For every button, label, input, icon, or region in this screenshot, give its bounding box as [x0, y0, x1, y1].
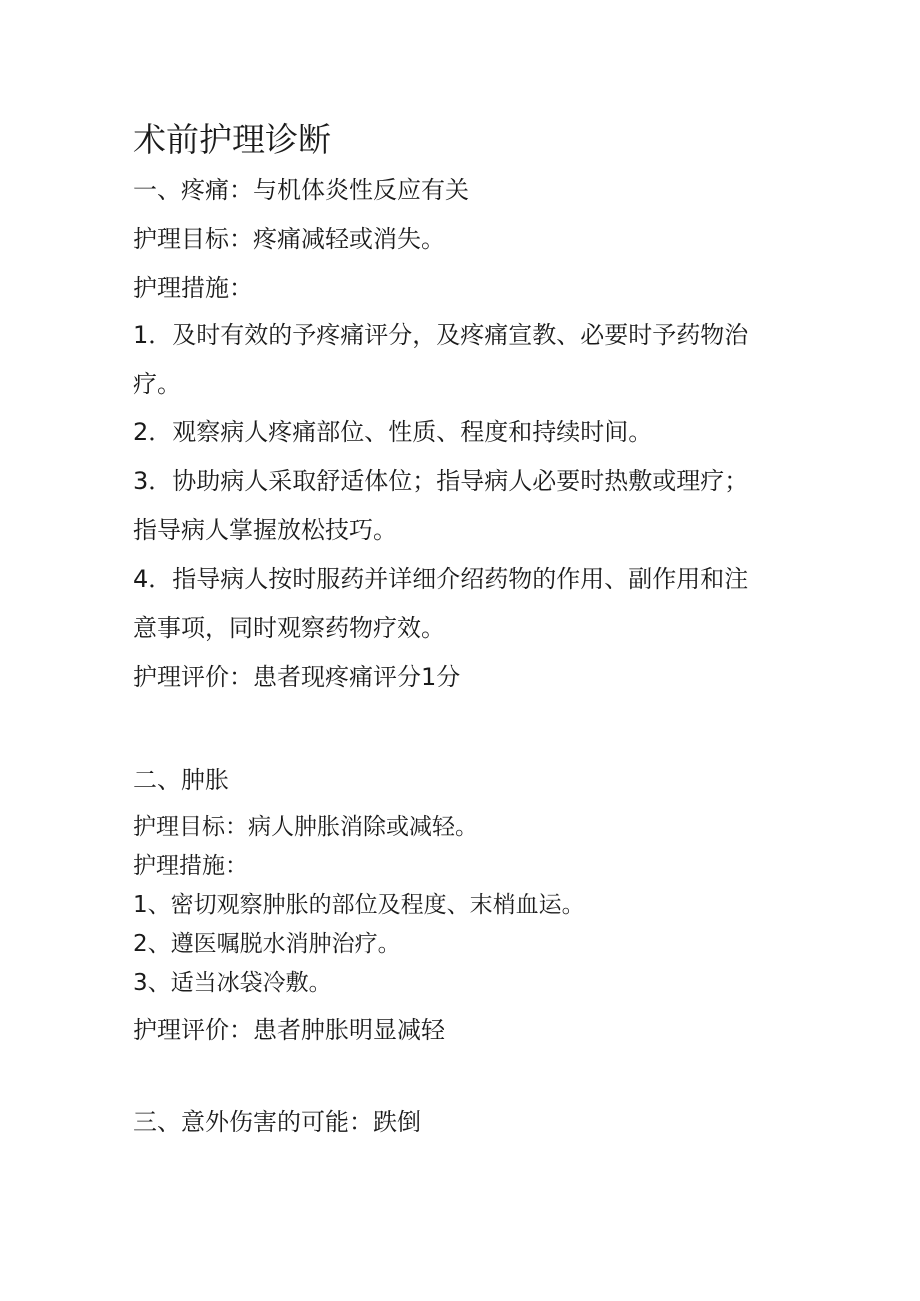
section1-measure2: 2．观察病人疼痛部位、性质、程度和持续时间。 — [133, 418, 653, 446]
section2-heading: 二、肿胀 — [133, 766, 229, 794]
section2-measure2: 2、遵医嘱脱水消肿治疗。 — [133, 931, 401, 957]
section1-measures-label: 护理措施： — [133, 274, 253, 302]
section1-measure3-line2: 指导病人掌握放松技巧。 — [133, 516, 397, 544]
document-title: 术前护理诊断 — [133, 120, 331, 159]
section2-measure1: 1、密切观察肿胀的部位及程度、末梢血运。 — [133, 892, 585, 918]
section1-measure4-line2: 意事项，同时观察药物疗效。 — [133, 614, 445, 642]
section1-heading: 一、疼痛：与机体炎性反应有关 — [133, 176, 469, 204]
section1-measure3-line1: 3．协助病人采取舒适体位；指导病人必要时热敷或理疗； — [133, 467, 749, 495]
section1-measure1-line2: 疗。 — [133, 370, 181, 398]
section1-measure1-line1: 1．及时有效的予疼痛评分，及疼痛宣教、必要时予药物治 — [133, 321, 749, 349]
section2-goal: 护理目标：病人肿胀消除或减轻。 — [133, 814, 478, 840]
section3-heading: 三、意外伤害的可能：跌倒 — [133, 1108, 421, 1136]
section2-measure3: 3、适当冰袋冷敷。 — [133, 970, 332, 996]
section2-measures-label: 护理措施： — [133, 853, 248, 879]
section2-evaluation: 护理评价：患者肿胀明显减轻 — [133, 1016, 445, 1044]
section1-goal: 护理目标：疼痛减轻或消失。 — [133, 225, 445, 253]
section1-evaluation: 护理评价：患者现疼痛评分1分 — [133, 663, 461, 691]
section1-measure4-line1: 4．指导病人按时服药并详细介绍药物的作用、副作用和注 — [133, 565, 749, 593]
